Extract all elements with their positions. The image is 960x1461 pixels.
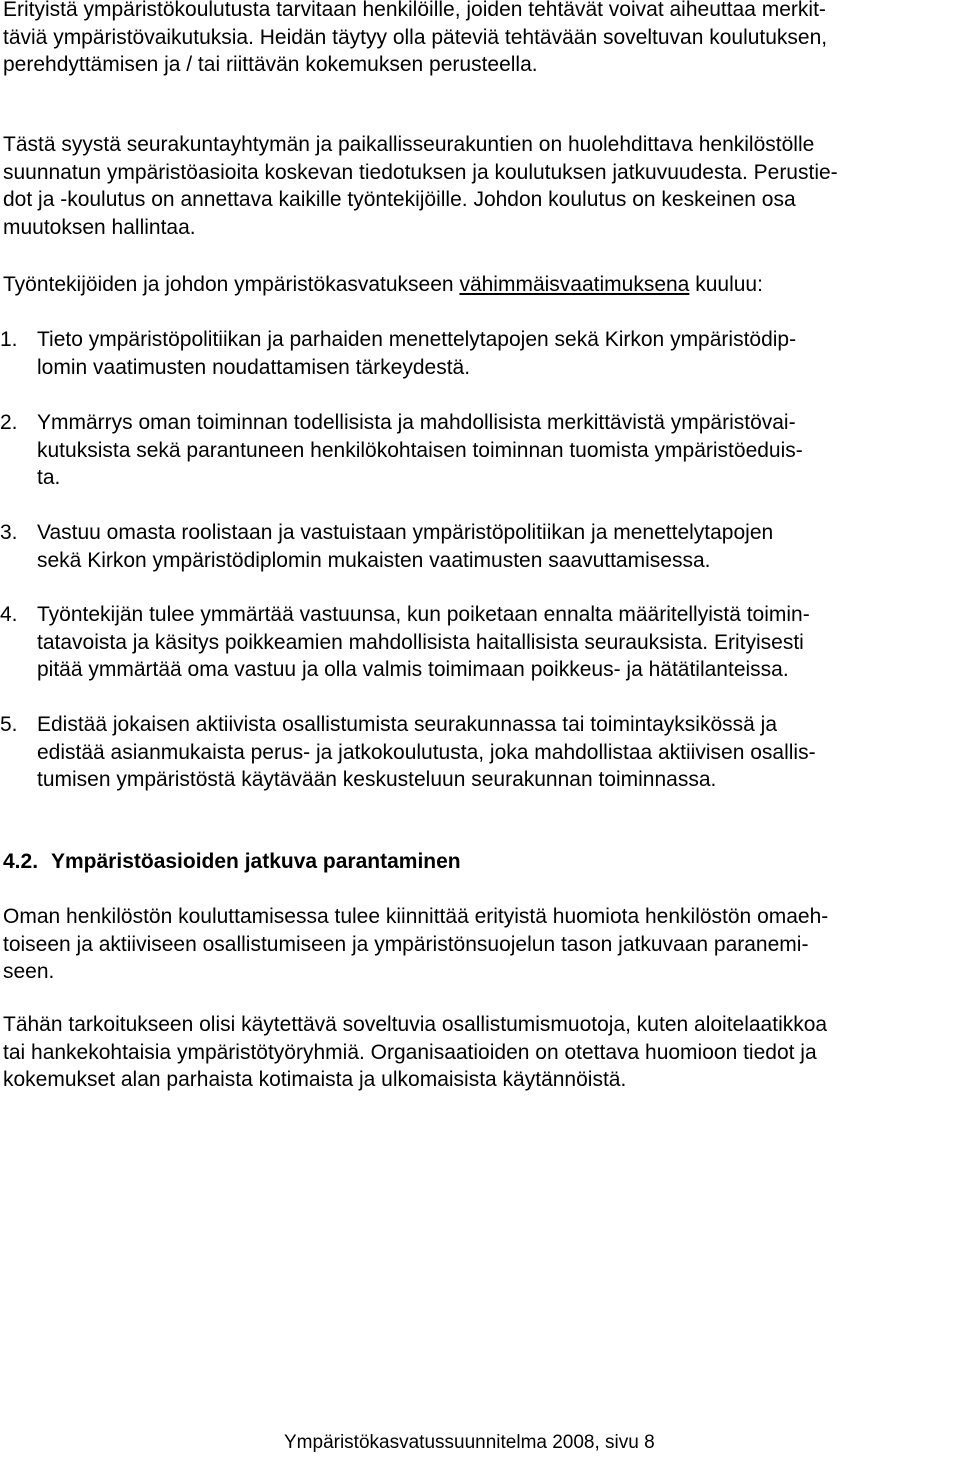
paragraph-line: tai hankekohtaisia ympäristötyöryhmiä. Organisaatioiden on otettava huomioon tiedot ja	[3, 1040, 817, 1064]
list-line: pitää ymmärtää oma vastuu ja olla valmis toimimaan poikkeus- ja hätätilanteissa.	[37, 658, 789, 681]
list-item-body	[37, 711, 952, 794]
list-item-4	[0, 601, 952, 684]
list-number: 1.	[0, 328, 18, 351]
list-line: Edistää jokaisen aktiivista osallistumista seurakunnassa tai toimintayksikössä ja	[37, 713, 778, 736]
lead-text-after: kuuluu:	[689, 273, 763, 296]
list-number: 2.	[0, 411, 18, 434]
list-item-body	[37, 519, 952, 574]
paragraph-line: muutoksen hallintaa.	[3, 215, 196, 239]
list-line: edistää asianmukaista perus- ja jatkokoulutusta, joka mahdollistaa aktiivisen osallis-	[37, 740, 816, 764]
paragraph-line: täviä ympäristövaikutuksia. Heidän täytyy olla päteviä tehtävään soveltuvan koulutuksen,	[3, 25, 828, 49]
list-item-1	[0, 326, 952, 381]
list-line: ta.	[37, 466, 61, 489]
list-line: tatavoista ja käsitys poikkeamien mahdollisista haitallisista seurauksista. Erityisesti	[37, 630, 804, 654]
section-heading	[3, 848, 461, 876]
paragraph-line: toiseen ja aktiiviseen osallistumiseen ja ympäristönsuojelun tason jatkuvaan paranemi-	[3, 932, 809, 956]
lead-text-before: Työntekijöiden ja johdon ympäristökasvatukseen	[3, 273, 460, 296]
paragraph-line: Tästä syystä seurakuntayhtymän ja paikallisseurakuntien on huolehdittava henkilöstölle	[3, 133, 815, 156]
list-number: 4.	[0, 603, 18, 626]
list-line: Työntekijän tulee ymmärtää vastuunsa, kun poiketaan ennalta määritellyistä toimin-	[37, 603, 810, 626]
paragraph-intro	[3, 0, 948, 79]
paragraph-line: suunnatun ympäristöasioita koskevan tiedotuksen ja koulutuksen jatkuvuudesta. Perustie-	[3, 160, 838, 184]
list-line: sekä Kirkon ympäristödiplomin mukaisten vaatimusten saavuttamisessa.	[37, 548, 711, 572]
list-item-3	[0, 519, 952, 574]
list-item-2	[0, 409, 952, 492]
paragraph-line: kokemukset alan parhaista kotimaista ja ulkomaisista käytännöistä.	[3, 1068, 627, 1091]
paragraph-reason	[3, 131, 948, 241]
list-line: Tieto ympäristöpolitiikan ja parhaiden menettelytapojen sekä Kirkon ympäristödip-	[37, 328, 797, 351]
section-number: 4.2.	[3, 850, 39, 873]
paragraph-purpose	[3, 1011, 948, 1094]
paragraph-line: Tähän tarkoitukseen olisi käytettävä soveltuvia osallistumismuotoja, kuten aloitelaatikkoa	[3, 1013, 828, 1036]
list-line: lomin vaatimusten noudattamisen tärkeydestä.	[37, 355, 471, 379]
paragraph-line: dot ja -koulutus on annettava kaikille työntekijöille. Johdon koulutus on keskeinen osa	[3, 188, 796, 211]
list-item-body	[37, 326, 952, 381]
list-item-body	[37, 601, 952, 684]
list-line: tumisen ympäristöstä käytävään keskusteluun seurakunnan toiminnassa.	[37, 768, 717, 791]
list-line: Vastuu omasta roolistaan ja vastuistaan ympäristöpolitiikan ja menettelytapojen	[37, 521, 774, 544]
list-line: kutuksista sekä parantuneen henkilökohtaisen toiminnan tuomista ympäristöeduis-	[37, 438, 803, 462]
list-line: Ymmärrys oman toiminnan todellisista ja mahdollisista merkittävistä ympäristövai-	[37, 411, 796, 434]
paragraph-line: seen.	[3, 960, 55, 983]
list-number: 3.	[0, 521, 18, 544]
paragraph-line: perehdyttämisen ja / tai riittävän kokemuksen perusteella.	[3, 53, 538, 76]
page-footer: Ympäristökasvatussuunnitelma 2008, sivu 8	[284, 1432, 655, 1453]
paragraph-requirements-lead	[3, 271, 948, 299]
paragraph-training	[3, 903, 948, 986]
lead-text-underlined: vähimmäisvaatimuksena	[459, 273, 690, 296]
paragraph-line: Erityistä ympäristökoulutusta tarvitaan henkilöille, joiden tehtävät voivat aiheuttaa merkit-	[3, 0, 826, 21]
list-item-body	[37, 409, 952, 492]
list-item-5	[0, 711, 952, 794]
section-title: Ympäristöasioiden jatkuva parantaminen	[51, 850, 461, 873]
paragraph-line	[3, 271, 948, 299]
list-number: 5.	[0, 713, 18, 736]
paragraph-line: Oman henkilöstön kouluttamisessa tulee kiinnittää erityistä huomiota henkilöstön omaeh-	[3, 905, 829, 928]
